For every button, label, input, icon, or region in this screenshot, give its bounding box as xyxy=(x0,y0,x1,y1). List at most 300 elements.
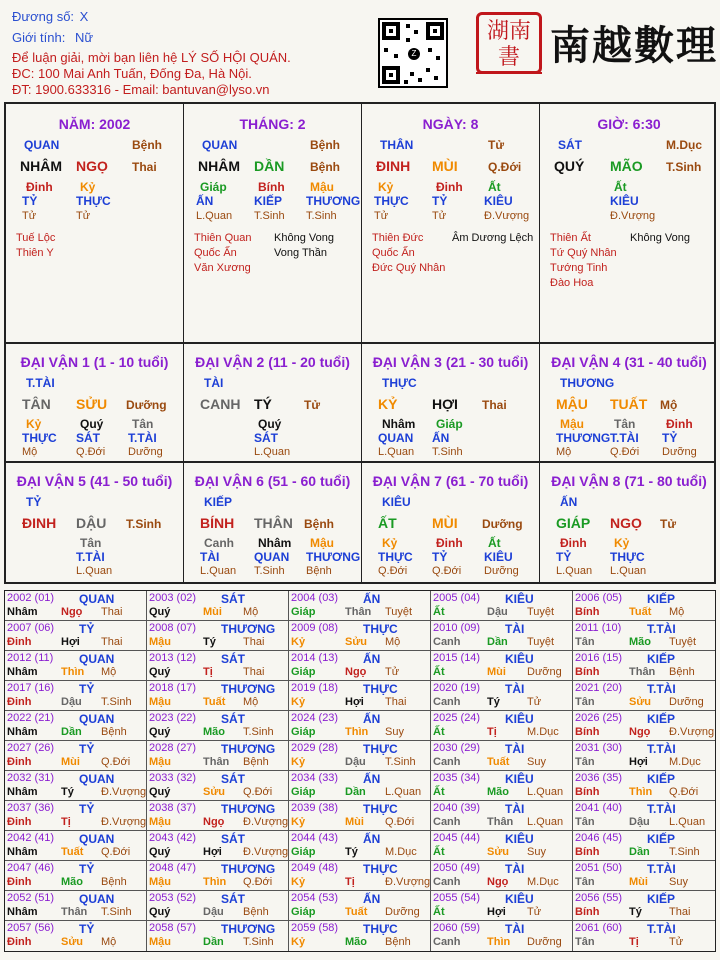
year-can: Ất xyxy=(433,666,445,678)
year-cell[interactable] xyxy=(289,681,431,710)
gioi-tinh-label: Giới tính: xyxy=(12,30,66,45)
year-can: Đinh xyxy=(7,636,32,648)
year-cell[interactable] xyxy=(147,771,289,800)
year-can: Giáp xyxy=(291,786,316,798)
dai-van-title: ĐẠI VẬN 4 (31 - 40 tuổi) xyxy=(551,354,707,370)
year-cell[interactable] xyxy=(5,831,147,860)
year-cell[interactable] xyxy=(147,801,289,830)
year-label: 2017 (16) xyxy=(7,682,55,694)
year-label: 2033 (32) xyxy=(149,772,197,784)
year-chi: Dậu xyxy=(629,816,650,828)
year-label: 2061 (60) xyxy=(575,922,623,934)
star-left: Văn Xương xyxy=(194,262,251,274)
star-right: Âm Dương Lệch xyxy=(452,232,534,244)
year-can: Mậu xyxy=(149,876,171,888)
year-cell[interactable] xyxy=(573,711,715,740)
dai-van-chi: MÙI xyxy=(432,515,458,531)
dai-van-row-2 xyxy=(6,463,714,582)
dai-van-title: ĐẠI VẬN 6 (51 - 60 tuổi) xyxy=(194,473,351,489)
year-row xyxy=(5,711,715,741)
year-chi: Mùi xyxy=(203,606,222,618)
year-can: Tân xyxy=(575,636,595,648)
year-status: M.Dục xyxy=(385,846,417,858)
dai-van-god: T.TÀI xyxy=(26,376,55,390)
dai-van-2 xyxy=(184,344,362,461)
year-cell[interactable] xyxy=(431,891,573,920)
year-can: Canh xyxy=(433,816,461,828)
year-label: 2048 (47) xyxy=(149,862,197,874)
year-cell[interactable] xyxy=(431,621,573,650)
dai-van-4 xyxy=(540,344,718,461)
year-can: Đinh xyxy=(7,816,32,828)
year-star: QUAN xyxy=(79,772,115,786)
year-cell[interactable] xyxy=(431,771,573,800)
year-star: THỰC xyxy=(363,622,398,636)
year-cell[interactable] xyxy=(573,741,715,770)
pillar-can: ĐINH xyxy=(376,158,411,174)
year-cell[interactable] xyxy=(431,651,573,680)
hidden-status: L.Quan xyxy=(610,565,647,577)
year-cell[interactable] xyxy=(5,891,147,920)
year-status: Bệnh xyxy=(669,666,695,678)
year-star: TÀI xyxy=(505,622,525,636)
year-star: KIẾP xyxy=(647,652,676,666)
year-chi: Mão xyxy=(487,786,509,798)
year-cell[interactable] xyxy=(289,651,431,680)
year-cell[interactable] xyxy=(147,711,289,740)
dai-van-title: ĐẠI VẬN 1 (1 - 10 tuổi) xyxy=(20,354,169,370)
year-can: Bính xyxy=(575,726,600,738)
year-cell[interactable] xyxy=(573,831,715,860)
year-chi: Tị xyxy=(203,666,213,678)
year-cell[interactable] xyxy=(573,591,715,620)
year-status: T.Sinh xyxy=(243,936,274,948)
year-row xyxy=(5,741,715,771)
year-star: SÁT xyxy=(221,772,245,786)
year-can: Mậu xyxy=(149,936,171,948)
qr-center-logo: Z xyxy=(408,48,420,60)
hidden-stem: Kỷ xyxy=(80,180,96,194)
year-star: KIÊU xyxy=(505,832,534,846)
dai-van-title: ĐẠI VẬN 3 (21 - 30 tuổi) xyxy=(372,354,529,370)
year-label: 2002 (01) xyxy=(7,592,55,604)
year-can: Kỷ xyxy=(291,696,306,708)
pillar-chi: MÙI xyxy=(432,158,458,174)
year-star: THƯƠNG xyxy=(221,862,276,876)
year-star: TÀI xyxy=(505,682,525,696)
year-cell[interactable] xyxy=(289,891,431,920)
year-can: Giáp xyxy=(291,666,316,678)
year-cell[interactable] xyxy=(431,921,573,951)
year-cell[interactable] xyxy=(573,891,715,920)
year-row xyxy=(5,651,715,681)
dai-van-god: KIÊU xyxy=(382,495,411,509)
hidden-god: KIÊU xyxy=(484,194,513,208)
year-star: T.TÀI xyxy=(647,862,676,876)
year-cell[interactable] xyxy=(289,831,431,860)
year-row xyxy=(5,681,715,711)
year-star: THỰC xyxy=(363,682,398,696)
hidden-stem: Kỷ xyxy=(614,536,630,550)
year-star: THƯƠNG xyxy=(221,802,276,816)
hidden-stem: Ất xyxy=(614,180,627,194)
year-cell[interactable] xyxy=(289,621,431,650)
year-can: Giáp xyxy=(291,726,316,738)
year-cell[interactable] xyxy=(147,651,289,680)
year-chi: Tị xyxy=(487,726,497,738)
year-cell[interactable] xyxy=(289,591,431,620)
dai-van-can: GIÁP xyxy=(556,515,591,531)
year-status: Tuyệt xyxy=(385,606,413,618)
year-star: KIÊU xyxy=(505,772,534,786)
year-chi: Tị xyxy=(629,936,639,948)
year-can: Ất xyxy=(433,846,445,858)
year-cell[interactable] xyxy=(431,681,573,710)
year-label: 2034 (33) xyxy=(291,772,339,784)
year-star: QUAN xyxy=(79,892,115,906)
pillar-2 xyxy=(362,104,540,342)
year-chi: Hợi xyxy=(61,636,80,648)
year-chi: Dần xyxy=(61,726,82,738)
year-status: L.Quan xyxy=(385,786,422,798)
year-status: M.Dục xyxy=(527,876,559,888)
hidden-stem: Ất xyxy=(488,536,501,550)
star-left: Quốc Ấn xyxy=(372,247,415,259)
year-star: KIÊU xyxy=(505,652,534,666)
year-can: Đinh xyxy=(7,756,32,768)
year-star: T.TÀI xyxy=(647,622,676,636)
year-label: 2039 (38) xyxy=(291,802,339,814)
hidden-god: TÀI xyxy=(200,550,220,564)
year-can: Mậu xyxy=(149,816,171,828)
hidden-god: QUAN xyxy=(254,550,290,564)
star-left: Tướng Tinh xyxy=(550,262,608,274)
hidden-god: TỶ xyxy=(556,550,572,564)
dai-van-can: BÍNH xyxy=(200,515,235,531)
year-label: 2052 (51) xyxy=(7,892,55,904)
year-chi: Tý xyxy=(203,636,216,648)
year-can: Nhâm xyxy=(7,906,38,918)
dai-van-god: THƯƠNG xyxy=(560,376,615,390)
year-chi: Mùi xyxy=(345,816,364,828)
hidden-status: Bệnh xyxy=(306,565,332,577)
year-label: 2003 (02) xyxy=(149,592,197,604)
year-cell[interactable] xyxy=(289,801,431,830)
header xyxy=(0,0,720,100)
year-chi: Dần xyxy=(203,936,224,948)
year-status: Tử xyxy=(527,696,542,708)
pillar-extra-status: Bệnh xyxy=(310,138,340,152)
year-status: Bệnh xyxy=(101,876,127,888)
annual-luck-table xyxy=(4,590,716,952)
year-can: Bính xyxy=(575,846,600,858)
pillar-can: NHÂM xyxy=(20,158,62,174)
year-label: 2013 (12) xyxy=(149,652,197,664)
dai-van-status: Mộ xyxy=(660,398,678,412)
year-status: T.Sinh xyxy=(385,756,416,768)
hidden-status: L.Quan xyxy=(76,565,113,577)
year-chi: Tuất xyxy=(487,756,510,768)
year-chi: Mão xyxy=(629,636,651,648)
hidden-stem: Đinh xyxy=(436,180,463,194)
year-label: 2011 (10) xyxy=(575,622,622,634)
year-label: 2012 (11) xyxy=(7,652,54,664)
year-star: ẤN xyxy=(363,892,381,906)
hidden-status: Q.Đới xyxy=(610,446,640,458)
duong-so-line xyxy=(12,8,88,25)
dai-van-7 xyxy=(362,463,540,582)
year-row xyxy=(5,891,715,921)
year-status: Bệnh xyxy=(101,726,127,738)
year-can: Nhâm xyxy=(7,786,38,798)
hidden-status: T.Sinh xyxy=(306,210,337,222)
year-cell[interactable] xyxy=(289,741,431,770)
year-cell[interactable] xyxy=(289,861,431,890)
year-cell[interactable] xyxy=(5,711,147,740)
year-label: 2021 (20) xyxy=(575,682,623,694)
year-star: TỶ xyxy=(79,922,95,936)
year-status: Tử xyxy=(385,666,400,678)
year-chi: Mùi xyxy=(487,666,506,678)
year-label: 2046 (45) xyxy=(575,832,623,844)
year-cell[interactable] xyxy=(431,831,573,860)
pillar-chi: NGỌ xyxy=(76,158,108,174)
year-star: T.TÀI xyxy=(647,682,676,696)
year-can: Ất xyxy=(433,606,445,618)
year-status: Q.Đới xyxy=(385,816,415,828)
year-cell[interactable] xyxy=(431,591,573,620)
qr-code[interactable] xyxy=(378,18,448,88)
year-can: Canh xyxy=(433,636,461,648)
year-cell[interactable] xyxy=(573,681,715,710)
year-label: 2020 (19) xyxy=(433,682,481,694)
dai-van-can: KỶ xyxy=(378,396,398,412)
year-label: 2007 (06) xyxy=(7,622,55,634)
pillar-extra-status: Tử xyxy=(488,138,505,152)
dai-van-chi: HỢI xyxy=(432,396,458,412)
hidden-status: Tử xyxy=(22,210,37,222)
year-cell[interactable] xyxy=(147,681,289,710)
year-cell[interactable] xyxy=(289,771,431,800)
year-cell[interactable] xyxy=(147,861,289,890)
year-cell[interactable] xyxy=(5,681,147,710)
year-star: THỰC xyxy=(363,802,398,816)
year-label: 2060 (59) xyxy=(433,922,481,934)
year-can: Mậu xyxy=(149,756,171,768)
year-status: Tuyệt xyxy=(669,636,697,648)
year-chi: Dậu xyxy=(345,756,366,768)
year-can: Nhâm xyxy=(7,606,38,618)
year-star: THỰC xyxy=(363,742,398,756)
year-star: ẤN xyxy=(363,592,381,606)
year-label: 2042 (41) xyxy=(7,832,55,844)
hidden-stem: Bính xyxy=(258,180,285,194)
year-can: Kỷ xyxy=(291,936,306,948)
year-cell[interactable] xyxy=(431,741,573,770)
year-cell[interactable] xyxy=(5,621,147,650)
year-star: T.TÀI xyxy=(647,922,676,936)
year-can: Bính xyxy=(575,786,600,798)
year-can: Quý xyxy=(149,906,171,918)
year-star: TỶ xyxy=(79,802,95,816)
year-cell[interactable] xyxy=(5,741,147,770)
year-star: THƯƠNG xyxy=(221,622,276,636)
year-cell[interactable] xyxy=(147,921,289,951)
year-status: Đ.Vượng xyxy=(101,816,147,828)
seal-underline xyxy=(476,72,542,80)
year-label: 2047 (46) xyxy=(7,862,55,874)
hidden-god: THỰC xyxy=(76,194,111,208)
year-cell[interactable] xyxy=(431,861,573,890)
year-can: Kỷ xyxy=(291,876,306,888)
year-chi: Tị xyxy=(61,816,71,828)
year-chi: Thân xyxy=(61,906,88,918)
year-chi: Ngọ xyxy=(61,606,83,618)
hidden-god: KIÊU xyxy=(484,550,513,564)
year-star: QUAN xyxy=(79,832,115,846)
year-cell[interactable] xyxy=(573,651,715,680)
year-label: 2027 (26) xyxy=(7,742,55,754)
year-status: Dưỡng xyxy=(385,906,420,918)
year-status: M.Dục xyxy=(669,756,701,768)
year-chi: Mùi xyxy=(629,876,648,888)
pillar-god: THÂN xyxy=(380,138,414,152)
year-cell[interactable] xyxy=(573,771,715,800)
pillar-god: QUAN xyxy=(24,138,60,152)
star-left: Thiên Ất xyxy=(550,232,591,244)
year-chi: Ngọ xyxy=(629,726,651,738)
year-can: Đinh xyxy=(7,936,32,948)
hidden-god: TỶ xyxy=(432,194,448,208)
pillar-extra-status: Bệnh xyxy=(132,138,162,152)
year-label: 2056 (55) xyxy=(575,892,623,904)
year-cell[interactable] xyxy=(5,921,147,951)
year-cell[interactable] xyxy=(147,591,289,620)
year-can: Giáp xyxy=(291,846,316,858)
year-cell[interactable] xyxy=(431,801,573,830)
hidden-stem: Đinh xyxy=(436,536,463,550)
year-chi: Tuất xyxy=(345,906,368,918)
year-cell[interactable] xyxy=(5,801,147,830)
year-cell[interactable] xyxy=(5,591,147,620)
year-cell[interactable] xyxy=(573,921,715,951)
year-status: Bệnh xyxy=(385,936,411,948)
year-star: KIẾP xyxy=(647,712,676,726)
year-cell[interactable] xyxy=(573,861,715,890)
year-star: T.TÀI xyxy=(647,802,676,816)
year-cell[interactable] xyxy=(289,711,431,740)
year-cell[interactable] xyxy=(573,801,715,830)
year-star: TÀI xyxy=(505,862,525,876)
hidden-status: L.Quan xyxy=(200,565,237,577)
year-status: Q.Đới xyxy=(101,756,131,768)
year-label: 2059 (58) xyxy=(291,922,339,934)
year-can: Nhâm xyxy=(7,666,38,678)
year-label: 2009 (08) xyxy=(291,622,339,634)
hidden-god: QUAN xyxy=(378,431,414,445)
gioi-tinh-line xyxy=(12,29,93,46)
dai-van-title: ĐẠI VẬN 8 (71 - 80 tuổi) xyxy=(551,473,707,489)
dai-van-title: ĐẠI VẬN 7 (61 - 70 tuổi) xyxy=(372,473,529,489)
year-status: Bệnh xyxy=(243,756,269,768)
dai-van-chi: TÝ xyxy=(254,396,272,412)
year-status: T.Sinh xyxy=(101,906,132,918)
address-line: ĐC: 100 Mai Anh Tuấn, Đống Đa, Hà Nội. xyxy=(12,66,252,81)
year-star: QUAN xyxy=(79,592,115,606)
year-status: T.Sinh xyxy=(101,696,132,708)
year-status: Tử xyxy=(669,936,684,948)
pillar-title: NĂM: 2002 xyxy=(58,116,131,132)
year-cell[interactable] xyxy=(289,921,431,951)
hidden-god: KIÊU xyxy=(610,194,639,208)
hidden-stem: Kỷ xyxy=(378,180,394,194)
year-cell[interactable] xyxy=(5,771,147,800)
dai-van-can: CANH xyxy=(200,396,241,412)
year-cell[interactable] xyxy=(5,861,147,890)
hidden-god: T.TÀI xyxy=(76,550,105,564)
year-cell[interactable] xyxy=(5,651,147,680)
star-left: Thiên Đức xyxy=(372,232,424,244)
year-label: 2055 (54) xyxy=(433,892,481,904)
year-cell[interactable] xyxy=(573,621,715,650)
year-chi: Tuất xyxy=(629,606,652,618)
pillar-title: NGÀY: 8 xyxy=(422,116,479,132)
pillar-status: T.Sinh xyxy=(666,160,702,174)
year-status: Thai xyxy=(101,606,123,618)
hidden-stem: Đinh xyxy=(560,536,587,550)
year-label: 2026 (25) xyxy=(575,712,623,724)
pillar-can: NHÂM xyxy=(198,158,240,174)
year-status: Đ.Vượng xyxy=(243,816,289,828)
hidden-god: ẤN xyxy=(196,194,214,208)
year-can: Kỷ xyxy=(291,756,306,768)
year-label: 2049 (48) xyxy=(291,862,339,874)
dai-van-6 xyxy=(184,463,362,582)
year-star: KIẾP xyxy=(647,592,676,606)
dai-van-status: Tử xyxy=(660,517,677,531)
star-left: Thiên Quan xyxy=(194,232,252,244)
year-chi: Tý xyxy=(629,906,642,918)
year-cell[interactable] xyxy=(147,741,289,770)
year-label: 2019 (18) xyxy=(291,682,339,694)
year-chi: Ngọ xyxy=(345,666,367,678)
year-star: TÀI xyxy=(505,922,525,936)
hidden-god: T.TÀI xyxy=(610,431,639,445)
hidden-stem: Quý xyxy=(258,417,282,431)
dai-van-can: ĐINH xyxy=(22,515,57,531)
year-cell[interactable] xyxy=(147,831,289,860)
hidden-status: Tử xyxy=(432,210,447,222)
hidden-stem: Tân xyxy=(614,417,636,431)
year-chi: Thìn xyxy=(629,786,653,798)
year-chi: Sửu xyxy=(345,636,368,648)
year-label: 2023 (22) xyxy=(149,712,197,724)
star-left: Thiên Y xyxy=(16,247,54,259)
year-cell[interactable] xyxy=(431,711,573,740)
year-can: Mậu xyxy=(149,636,171,648)
year-status: Dưỡng xyxy=(527,666,562,678)
hidden-stem: Mậu xyxy=(560,417,584,431)
year-chi: Sửu xyxy=(203,786,226,798)
dai-van-row-1 xyxy=(6,344,714,463)
year-chi: Dần xyxy=(345,786,366,798)
dai-van-status: T.Sinh xyxy=(126,517,162,531)
year-star: KIẾP xyxy=(647,892,676,906)
year-chi: Mão xyxy=(345,936,367,948)
year-cell[interactable] xyxy=(147,621,289,650)
brand-logo: 南越數理 xyxy=(550,22,718,69)
year-cell[interactable] xyxy=(147,891,289,920)
